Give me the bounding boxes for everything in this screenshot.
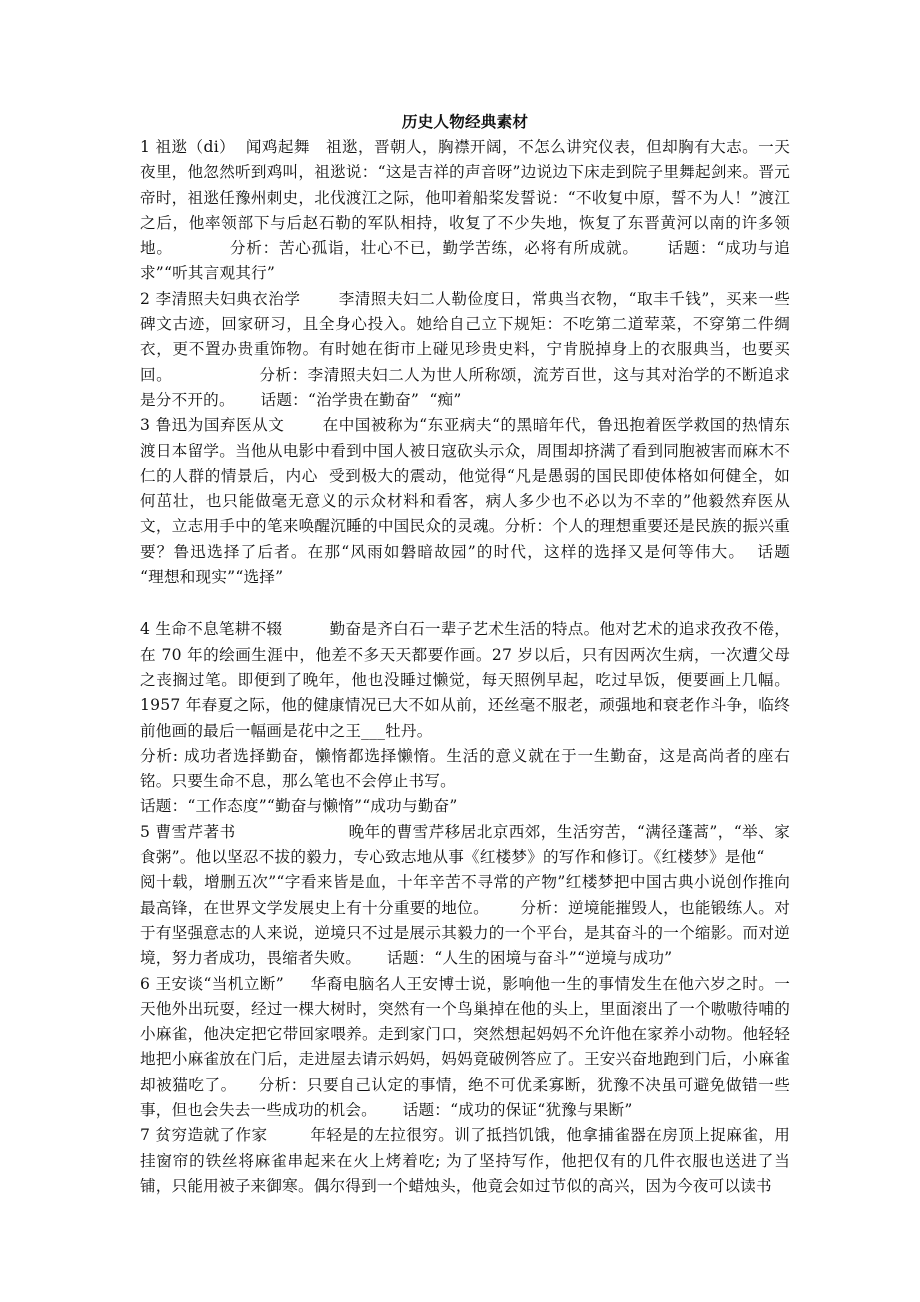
paragraph-text: 4 生命不息笔耕不辍 勤奋是齐白石一辈子艺术生活的特点。他对艺术的追求孜孜不倦，在 70 年的绘画生涯中，他差不多天天都要作画。27 岁以后，只有因两次生病，一次遭父母之丧搁过笔。即便到了晚年，他也没睡过懒觉，每天照例早起，吃过早饭，便要画上几幅。1957 年春夏之际，他的健康情况已大不如从前，还丝毫不服老，顽强地和衰老作斗争，临终前他画的最后一幅画是花中之王___牡丹。	[140, 620, 790, 740]
paragraph-text: 话题：“工作态度”“勤奋与懒惰”“成功与勤奋”	[140, 797, 458, 816]
section-lu-xun	[140, 413, 816, 590]
paragraph-text: 6 王安谈“当机立断” 华裔电脑名人王安博士说，影响他一生的事情发生在他六岁之时。一天他外出玩耍，经过一棵大树时，突然有一个鸟巢掉在他的头上，里面滚出了一个嗷嗷待哺的小麻雀，他决定把它带回家喂养。走到家门口，突然想起妈妈不允许他在家养小动物。他轻轻地把小麻雀放在门后，走进屋去请示妈妈，妈妈竟破例答应了。王安兴奋地跑到门后，小麻雀却被猫吃了。 分析：只要自己认定的事情，绝不可优柔寡断，犹豫不决虽可避免做错一些事，但也会失去一些成功的机会。 话题：“成功的保证“犹豫与果断”	[140, 974, 790, 1119]
section-zola	[140, 1123, 790, 1199]
paragraph-text: 1 祖逖（di） 闻鸡起舞 祖逖，晋朝人，胸襟开阔，不怎么讲究仪表，但却胸有大志。一天夜里，他忽然听到鸡叫，祖逖说：“这是吉祥的声音呀”边说边下床走到院子里舞起剑来。晋元帝时，祖逖任豫州刺史，北伐渡江之际，他叩着船桨发誓说：“不收复中原，誓不为人！”渡江之后，他率领部下与后赵石勒的军队相持，收复了不少失地，恢复了东晋黄河以南的许多领地。 分析：苦心孤诣，壮心不已，勤学苦练，必将有所成就。 话题：“成功与追求”“听其言观其行”	[140, 138, 790, 283]
section-qi-baishi-topic	[140, 794, 790, 819]
paragraph-text: 分析: 成功者选择勤奋，懒惰都选择懒惰。生活的意义就在于一生勤奋，这是高尚者的座右铭。只要生命不息，那么笔也不会停止书写。	[140, 746, 790, 791]
section-cao-xueqin	[140, 820, 790, 871]
section-cao-xueqin-continued	[140, 870, 790, 971]
document-title: 历史人物经典素材	[401, 112, 529, 131]
paragraph-text: 7 贫穷造就了作家 年轻是的左拉很穷。训了抵挡饥饿，他拿捕雀器在房顶上捉麻雀，用挂窗帘的铁丝将麻雀串起来在火上烤着吃; 为了坚持写作，他把仅有的几件衣服也送进了当铺，只能用被子来御寒。偶尔得到一个蜡烛头，他竟会如过节似的高兴，因为今夜可以读书	[140, 1126, 790, 1195]
section-zu-ti	[140, 135, 790, 287]
section-wang-an	[140, 972, 790, 1124]
document-page	[140, 109, 816, 1199]
section-qi-baishi	[140, 617, 790, 743]
paragraph-gap	[140, 590, 790, 617]
section-li-qingzhao	[140, 287, 790, 413]
paragraph-text: 2 李清照夫妇典衣治学 李清照夫妇二人勒俭度日，常典当衣物，“取丰千钱”，买来一些碑文古迹，回家研习，且全身心投入。她给自己立下规矩：不吃第二道荤菜，不穿第二件绸衣，更不置办贵重饰物。有时她在街市上碰见珍贵史料，宁肯脱掉身上的衣服典当，也要买回。 分析：李清照夫妇二人为世人所称颂，流芳百世，这与其对治学的不断追求是分不开的。 话题：“治学贵在勤奋” “痴”	[140, 289, 790, 409]
section-qi-baishi-analysis	[140, 744, 790, 795]
paragraph-text: 阅十载，增删五次”“字看来皆是血，十年辛苦不寻常的产物”红楼梦把中国古典小说创作推向最高锋，在世界文学发展史上有十分重要的地位。 分析：逆境能摧毁人，也能锻练人。对于有坚强意志的人来说，逆境只不过是展示其毅力的一个平台，是其奋斗的一个缩影。而对逆境，努力者成功，畏缩者失败。 话题：“人生的困境与奋斗”“逆境与成功”	[140, 873, 790, 968]
paragraph-text: 3 鲁迅为国弃医从文 在中国被称为“东亚病夫“的黑暗年代，鲁迅抱着医学救国的热情东渡日本留学。当他从电影中看到中国人被日寇砍头示众，周围却挤满了看到同胞被害而麻木不仁的人群的情景后，内心 受到极大的震动，他觉得“凡是愚弱的国民即使体格如何健全，如何茁壮，也只能做毫无意义的示众材料和看客，病人多少也不必以为不幸的”他毅然弃医从文，立志用手中的笔来唤醒沉睡的中国民众的灵魂。分析：个人的理想重要还是民族的振兴重要？鲁迅选择了后者。在那“风雨如磐暗故园”的时代，这样的选择又是何等伟大。 话题 “理想和现实”“选择”	[140, 416, 816, 587]
paragraph-text: 5 曹雪芹著书 晚年的曹雪芹移居北京西郊，生活穷苦，“满径蓬蒿”，“举、家食粥”。他以坚忍不拔的毅力，专心致志地从事《红楼梦》的写作和修订。《红楼梦》是他“	[140, 822, 790, 867]
